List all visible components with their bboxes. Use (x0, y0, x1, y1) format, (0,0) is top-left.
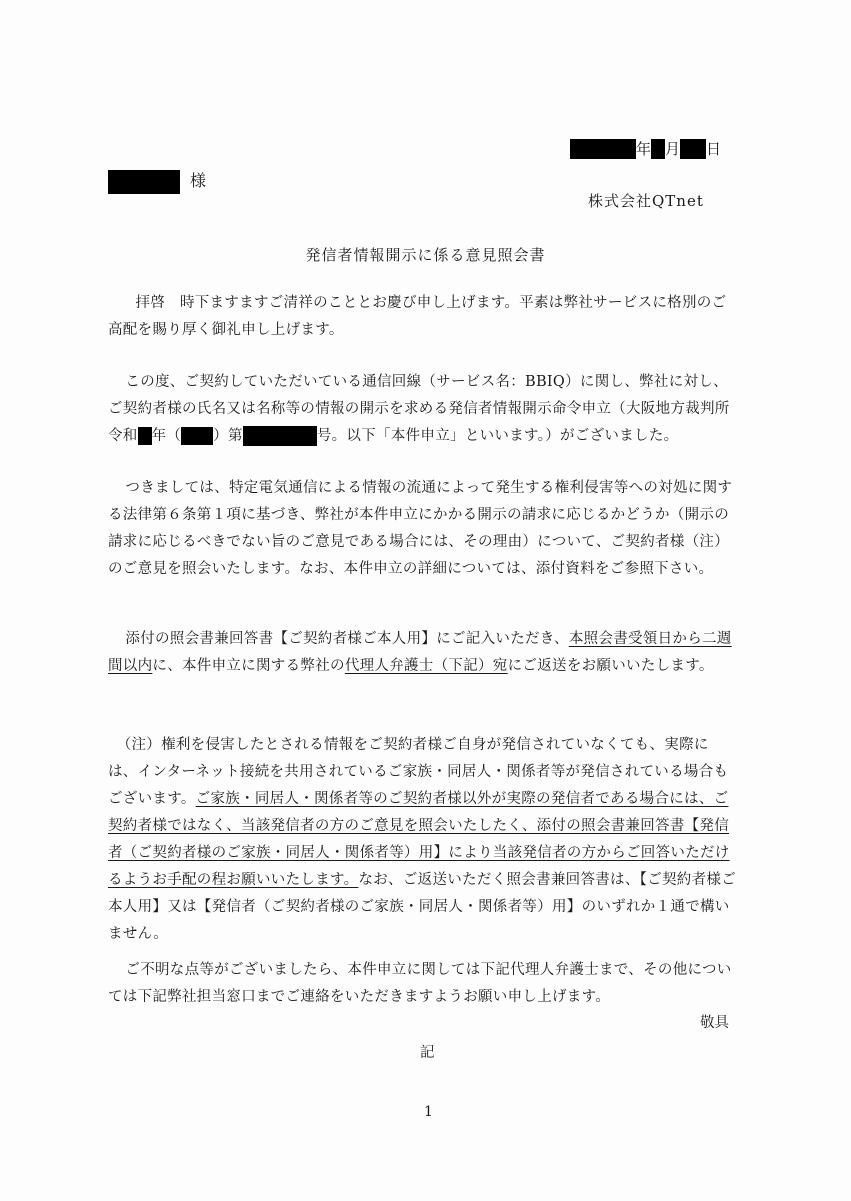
ki-heading: 記 (420, 1045, 435, 1061)
closing-keigu: 敬具 (700, 1015, 729, 1031)
contact-paragraph: ご不明な点等がございましたら、本件申立に関しては下記代理人弁護士まで、その他については下記弊社担当窓口までご連絡をいただきますようお願い申し上げます。 (108, 962, 732, 1005)
note-paragraph (108, 732, 738, 948)
redacted-recipient-name (108, 170, 180, 194)
sender-company: 株式会社QTnet (588, 192, 704, 210)
document-date (570, 138, 721, 159)
return-request-paragraph (108, 626, 738, 680)
redacted-day (680, 139, 706, 159)
redacted-case-type (181, 427, 213, 445)
page-number: 1 (424, 1104, 433, 1120)
inquiry-paragraph: つきましては、特定電気通信による情報の流通によって発生する権利侵害等への対処に関する法律第６条第１項に基づき、弊社が本件申立にかかる開示の請求に応じるかどうか（開示の請求に応じるべきでない旨のご意見である場合には、その理由）について、ご契約者様（注）のご意見を照会いたします。なお、本件申立の詳細については、添付資料をご参照下さい。 (108, 480, 733, 577)
return-text-c: に、本件申立に関する弊社の (152, 658, 345, 674)
document-title: 発信者情報開示に係る意見照会書 (305, 246, 546, 264)
month-suffix: 月 (665, 140, 681, 158)
notice-text-d: 号。以下「本件申立」といいます。）がございました。 (316, 428, 679, 444)
recipient-honorific: 様 (190, 171, 207, 190)
greeting-paragraph: 拝啓 時下ますますご清祥のこととお慶び申し上げます。平素は弊社サービスに格別のご高配を賜り厚く御礼申し上げます。 (108, 295, 727, 338)
notice-text-a: この度、ご契約していただいている通信回線（サービス名：BBIQ）に関し、弊社に対し、ご契約者様の氏名又は名称等の情報の開示を求める発信者情報開示命令申立（大阪地方裁判所令和 (108, 374, 730, 444)
deadline-text: 本照会書受領日から二週間以内 (108, 631, 732, 674)
day-suffix: 日 (706, 140, 722, 158)
note-text-c: なお、ご返送いただく照会書兼回答書は、【ご契約者様ご本人用】又は【発信者（ご契約者様のご家族・同居人・関係者等）用】のいずれか１通で構いません。 (108, 872, 737, 942)
redacted-reiwa-year (138, 427, 152, 445)
notice-paragraph (108, 369, 738, 450)
notice-text-b: 年（ (151, 428, 182, 444)
recipient-line (108, 168, 206, 194)
redacted-case-number (243, 426, 317, 446)
redacted-month (651, 139, 665, 159)
note-underlined-text: ご家族・同居人・関係者等のご契約者様以外が実際の発信者である場合には、ご契約者様ではなく、当該発信者の方のご意見を照会いたしたく、添付の照会書兼回答書【発信者（ご契約者様のご家族・同居人・関係者等）用】により当該発信者の方からご回答いただけるようお手配の程お願いいたします。 (108, 791, 730, 888)
attorney-text: 代理人弁護士（下記）宛 (344, 658, 508, 674)
year-suffix: 年 (636, 140, 652, 158)
note-text-a: （注）権利を侵害したとされる情報をご契約者様ご自身が発信されていなくても、実際には、インターネット接続を共用されているご家族・同居人・関係者等が発信されている場合もございます。 (108, 737, 729, 807)
return-text-a: 添付の照会書兼回答書【ご契約者様ご本人用】にご記入いただき、 (125, 631, 569, 647)
return-text-e: にご返送をお願いいたします。 (507, 658, 714, 674)
notice-text-c: ）第 (213, 428, 243, 444)
redacted-year (570, 139, 636, 159)
